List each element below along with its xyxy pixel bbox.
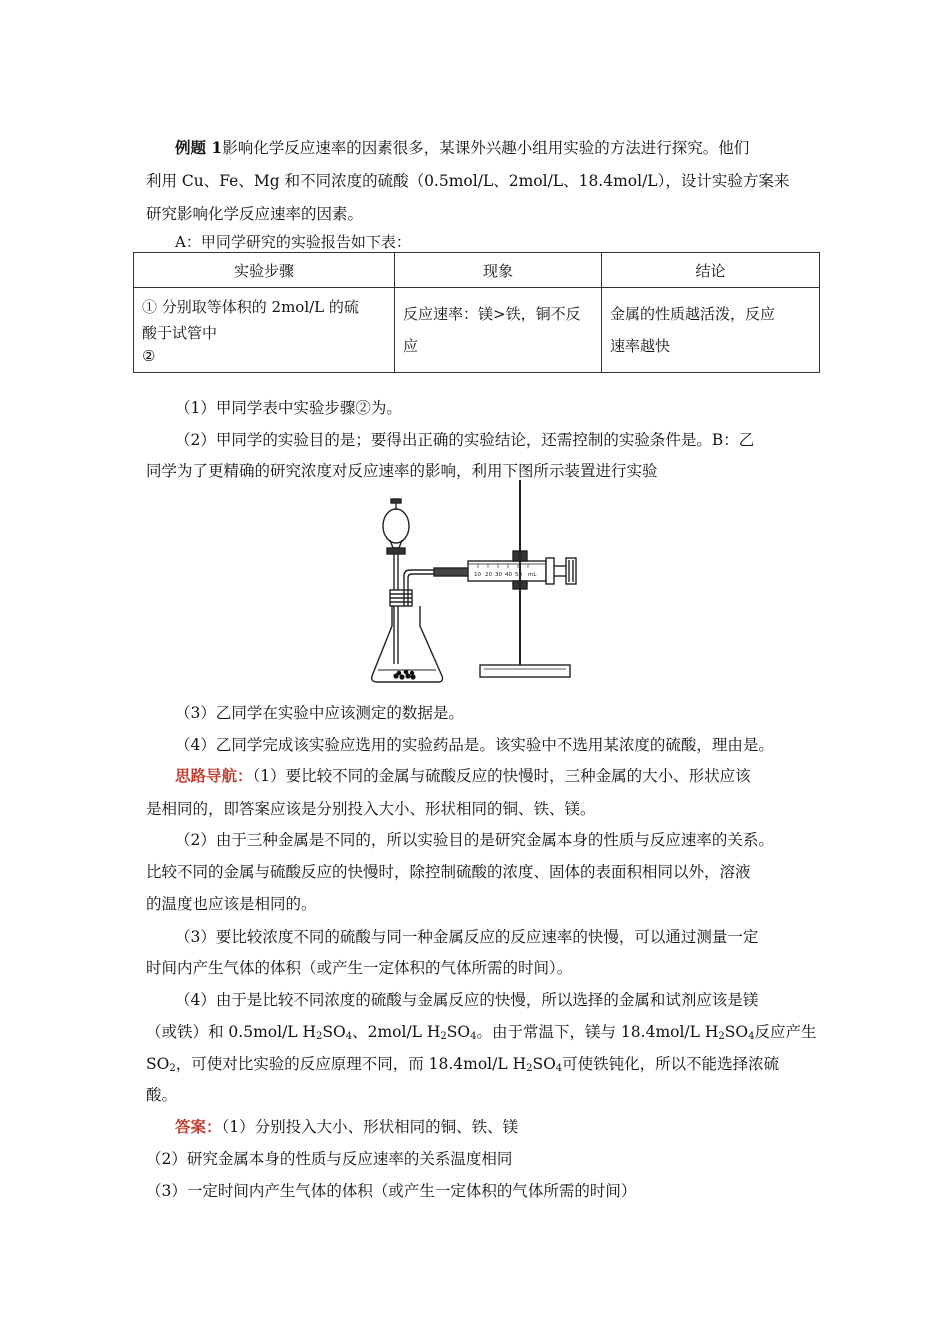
- table-cell-phenomenon: 反应速率：镁>铁，铜不反 应: [395, 288, 602, 373]
- analysis-line-7: 时间内产生气体的体积（或产生一定体积的气体所需的时间）。: [146, 959, 573, 977]
- scale-unit: mL: [528, 572, 537, 578]
- scale-label: 30: [495, 572, 502, 578]
- analysis-line-10: $SO_2$，可使对比实验的反应原理不同，而 18.4mol/L $H_2SO_4$可使铁钝化，所以不能选择浓硫: [146, 1055, 780, 1074]
- analysis-line-4: 比较不同的金属与硫酸反应的快慢时，除控制硫酸的浓度、固体的表面积相同以外，溶液: [146, 863, 751, 881]
- analysis-line-8: （4）由于是比较不同浓度的硫酸与金属反应的快慢，所以选择的金属和试剂应该是镁: [175, 991, 759, 1009]
- report-table: [133, 252, 820, 373]
- metal-pieces: [393, 670, 415, 680]
- table-header: 结论: [602, 253, 820, 288]
- report-intro: A：甲同学研究的实验报告如下表：: [175, 233, 411, 251]
- table-header: 现象: [395, 253, 602, 288]
- scale-label: 40: [505, 572, 512, 578]
- example-line-1: 例题 1影响化学反应速率的因素很多，某课外兴趣小组用实验的方法进行探究。他们: [175, 138, 750, 157]
- analysis-line-1: 思路导航：（1）要比较不同的金属与硫酸反应的快慢时，三种金属的大小、形状应该: [175, 766, 751, 785]
- scale-label: 50: [515, 572, 522, 578]
- answer-line-3: （3）一定时间内产生气体的体积（或产生一定体积的气体所需的时间）: [146, 1182, 637, 1200]
- analysis-line-2: 是相同的，即答案应该是分别投入大小、形状相同的铜、铁、镁。: [146, 800, 596, 818]
- answer-label: 答案：: [175, 1117, 222, 1136]
- rubber-tube: [434, 568, 470, 576]
- apparatus-diagram: [360, 478, 590, 688]
- question-1: （1）甲同学表中实验步骤②为。: [175, 399, 402, 417]
- example-label: 例题 1: [175, 138, 223, 157]
- question-2a: （2）甲同学的实验目的是；要得出正确的实验结论，还需控制的实验条件是。B：乙: [175, 431, 755, 449]
- question-4: （4）乙同学完成该实验应选用的实验药品是。该实验中不选用某浓度的硫酸，理由是。: [175, 736, 774, 754]
- analysis-line-3: （2）由于三种金属是不同的，所以实验目的是研究金属本身的性质与反应速率的关系。: [175, 831, 774, 849]
- stand-base: [480, 665, 570, 677]
- analysis-label: 思路导航：: [175, 766, 253, 785]
- table-cell-conclusion: 金属的性质越活泼，反应 速率越快: [602, 288, 820, 373]
- table-header: 实验步骤: [134, 253, 395, 288]
- analysis-line-9: （或铁）和 0.5mol/L $H_2SO_4$、2mol/L $H_2SO_4$。由于常温下，镁与 18.4mol/L $H_2SO_4$反应产生: [146, 1023, 817, 1042]
- separatory-funnel: [383, 509, 409, 543]
- table-row: [134, 288, 820, 373]
- scale-label: 10: [474, 572, 481, 578]
- scale-label: 20: [485, 572, 492, 578]
- table-cell-step: ① 分别取等体积的 2mol/L 的硫 酸于试管中 ②: [134, 288, 395, 373]
- syringe-plunger-handle: [566, 558, 576, 584]
- analysis-line-11: 酸。: [146, 1086, 178, 1104]
- example-line-3: 研究影响化学反应速率的因素。: [146, 205, 364, 223]
- question-3: （3）乙同学在实验中应该测定的数据是。: [175, 704, 464, 722]
- analysis-line-5: 的温度也应该是相同的。: [146, 895, 317, 913]
- answer-line-1: 答案：（1）分别投入大小、形状相同的铜、铁、镁: [175, 1117, 519, 1136]
- example-line-2: 利用 Cu、Fe、Mg 和不同浓度的硫酸（0.5mol/L、2mol/L、18.4mol/L），设计实验方案来: [146, 172, 790, 190]
- stopcock: [387, 548, 405, 554]
- analysis-line-6: （3）要比较浓度不同的硫酸与同一种金属反应的反应速率的快慢，可以通过测量一定: [175, 928, 759, 946]
- table-header-row: [134, 253, 820, 288]
- question-2b: 同学为了更精确的研究浓度对反应速率的影响，利用下图所示装置进行实验: [146, 462, 658, 480]
- answer-line-2: （2）研究金属本身的性质与反应速率的关系温度相同: [146, 1150, 513, 1168]
